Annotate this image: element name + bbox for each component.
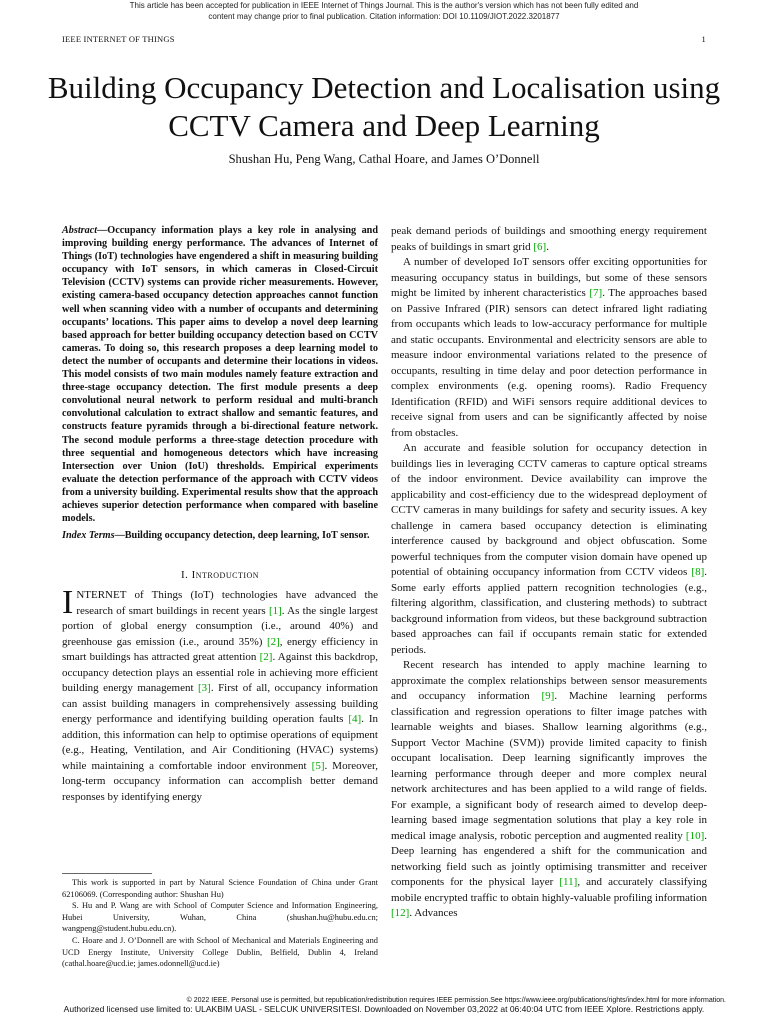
body-text: . Machine learning performs classification and regression operations to filter image patches with learnable weights and biases. Shallow learning algorithms (e.g., Support Vector Machine (SVM)) provide limited capacity to finish occupant localisation. Deep learning significantly improves the learning performance through deeper and more complex neural network architectures and has been applied to a wild range of fields. For example, a significant body of research aimed to develop deep-learning based image segmentation solutions that play a key role in medical image analysis, robotic perception and augmented reality: [391, 690, 707, 842]
body-paragraph: [391, 224, 707, 255]
body-text: . Some early efforts applied pattern recognition technologies (e.g., filtering algorithm, classification, and clustering methods) to subtract background information from videos, but these background subtraction based approaches can fail if occupants remain static for extended periods.: [391, 566, 707, 656]
publication-notice-line1: This article has been accepted for publication in IEEE Internet of Things Journal. This is the author's version which has not been fully edited and: [129, 1, 639, 10]
right-column: [391, 224, 707, 922]
footnotes: [62, 873, 378, 970]
intro-text: , energy efficiency in smart buildings has attracted great attention: [62, 635, 378, 664]
citation-link[interactable]: [8]: [691, 566, 705, 578]
body-paragraph: [391, 255, 707, 441]
citation-link[interactable]: [4]: [348, 713, 362, 726]
citation-link[interactable]: [7]: [589, 287, 603, 299]
citation-link[interactable]: [2]: [266, 635, 280, 648]
citation-link[interactable]: [2]: [259, 651, 273, 664]
citation-link[interactable]: [10]: [685, 829, 705, 842]
body-text: A number of developed IoT sensors offer exciting opportunities for measuring occupancy status in buildings, but some of these sensors might be limited by inherent characteristics: [391, 256, 707, 299]
abstract: [62, 224, 378, 525]
paper-title: Building Occupancy Detection and Localisation using CCTV Camera and Deep Learning: [47, 70, 721, 143]
author-list: Shushan Hu, Peng Wang, Cathal Hoare, and James O’Donnell: [228, 152, 540, 166]
running-header: [62, 33, 706, 45]
intro-text: NTERNET of Things (IoT) technologies have advanced the research of smart buildings in recent years: [76, 589, 378, 617]
drop-cap: I: [62, 584, 74, 622]
body-text: Recent research has intended to apply machine learning to approximate the complex relationships between sensor measurements and occupancy information: [391, 659, 707, 702]
footnote-rule: [62, 873, 152, 874]
citation-link[interactable]: [12]: [391, 907, 410, 919]
footnote-funding: This work is supported in part by Natural Science Foundation of China under Grant 62106069. (Corresponding author: Shushan Hu): [62, 878, 378, 899]
publication-notice: [0, 0, 768, 22]
citation-link[interactable]: [3]: [198, 682, 211, 695]
body-text: peak demand periods of buildings and smoothing energy requirement peaks of buildings in smart grid: [391, 225, 707, 253]
index-terms: [62, 529, 378, 542]
body-text: , and accurately classifying mobile encrypted traffic to obtain highly-valuable profiling information: [391, 876, 707, 904]
body-text: . Advances: [409, 907, 458, 919]
index-terms-label: Index Terms: [62, 530, 115, 542]
section-title: Introduction: [191, 569, 260, 582]
citation-link[interactable]: [5]: [311, 759, 325, 772]
copyright-notice: © 2022 IEEE. Personal use is permitted, but republication/redistribution requires IEEE permission.See https://www.ieee.org/publications/rights/index.html for more information.: [186, 997, 726, 1004]
body-text: . The approaches based on Passive Infrared (PIR) sensors can detect infrared light radiating from occupants which leads to low-accuracy performance for multiple and static occupants. Environmental and electricity sensors are able to measure indoor environmental variations related to the presence of occupants, resulting in time delay and poor detection performance in complex environments (e.g. opening rooms). Radio Frequency Identification (RFID) and WiFi sensors require additional devices to receive signal from users and can be significantly affected by noise from obstacles.: [391, 287, 707, 439]
citation-link[interactable]: [9]: [541, 690, 555, 702]
index-terms-text: —Building occupancy detection, deep learning, IoT sensor.: [114, 530, 370, 542]
citation-link[interactable]: [1]: [268, 604, 282, 617]
page-number: 1: [701, 34, 706, 44]
citation-link[interactable]: [11]: [559, 876, 578, 888]
footnote-affiliation-2: C. Hoare and J. O’Donnell are with School of Mechanical and Materials Engineering and UCD Energy Institute, University College Dublin, Belfield, Dublin 4, Ireland (cathal.hoare@ucd.ie; james.odonnell@ucd.ie): [62, 935, 378, 969]
body-paragraph: [391, 441, 707, 658]
intro-text: . As the single largest portion of global energy consumption (i.e., around 40%) and greenhouse gas emission (i.e., around 35%): [62, 604, 378, 648]
footnote-affiliation-1: S. Hu and P. Wang are with School of Computer Science and Information Engineering, Hubei University, Wuhan, China (shushan.hu@hubu.edu.cn; wangpeng@student.hubu.edu.cn).: [62, 901, 378, 934]
license-notice: Authorized licensed use limited to: ULAKBIM UASL - SELCUK UNIVERSITESI. Downloaded on November 03,2022 at 06:40:04 UTC from IEEE Xplore. Restrictions apply.: [63, 1004, 705, 1014]
body-paragraph: [391, 658, 707, 922]
citation-link[interactable]: [6]: [533, 240, 547, 253]
intro-text: . Against this backdrop, occupancy detection plays an essential role in achieving more efficient building energy management: [62, 651, 379, 695]
intro-text: . In addition, this information can help to optimise operations of equipment (e.g., Heating, Ventilation, and Air Conditioning (HVAC) systems) while maintaining a comfortable indoor environment: [62, 713, 378, 772]
journal-name: IEEE INTERNET OF THINGS: [62, 34, 175, 44]
left-column: [62, 224, 378, 805]
intro-paragraph: [62, 584, 379, 805]
intro-text: . Moreover, long-term occupancy information can accomplish better demand responses by identifying energy: [62, 759, 378, 803]
intro-text: . First of all, occupancy information can assist building managers in comprehensively assessing building energy performance and identifying building operation faults: [62, 682, 378, 726]
body-text: An accurate and feasible solution for occupancy detection in buildings lies in leveraging CCTV cameras to capture optical streams of the indoor environment. Device availability can improve the applicability and cost-efficiency due to the widespread deployment of CCTV cameras in many buildings for safety and security issues. A key challenge in camera based occupancy detection is eliminating interference caused by background and object obfuscation. Some powerful techniques from the computer vision domain have opened up potential of obtaining occupancy information from CCTV videos: [391, 442, 707, 578]
body-text: .: [546, 240, 549, 253]
abstract-text: —Occupancy information plays a key role in analysing and improving building energy performance. The advances of Internet of Things (IoT) technologies have engendered a shift in measuring building occupancy with IoT sensors, in which cameras in Closed-Circuit Television (CCTV) systems can provide richer measurements. However, existing camera-based occupancy detection approaches cannot function well when scanning video with a number of occupants and determining occupants’ locations. This paper aims to develop a novel deep learning based approach for better building occupancy detection based on CCTV cameras. To doing so, this research proposes a deep learning model to detect the number of occupants and determine their locations in videos. This model consists of two main modules namely feature extraction and three-stage occupancy detection. The first module presents a deep convolutional neural network to perform residual and multi-branch convolutional calculation to extract shallow and semantic features, and constructs feature pyramids through a bi-directional feature network. The second module performs a three-stage detection procedure with three sequential and homogeneous detectors which have increasing Intersection over Union (IoU) thresholds. Empirical experiments evaluate the detection performance of the approach with CCTV videos from a university building. Experimental results show that the approach achieves superior detection performance when compared with baseline models.: [62, 225, 378, 525]
section-number: I.: [180, 569, 189, 582]
publication-notice-line2: content may change prior to final publication. Citation information: DOI 10.1109/JIOT.2022.3201877: [208, 12, 560, 21]
section-heading-introduction: [62, 568, 378, 582]
body-text: . Deep learning has engendered a shift for the communication and networking field such as jointly optimising transmitter and receiver components for the physical layer: [391, 829, 707, 888]
abstract-label: Abstract: [62, 225, 98, 236]
